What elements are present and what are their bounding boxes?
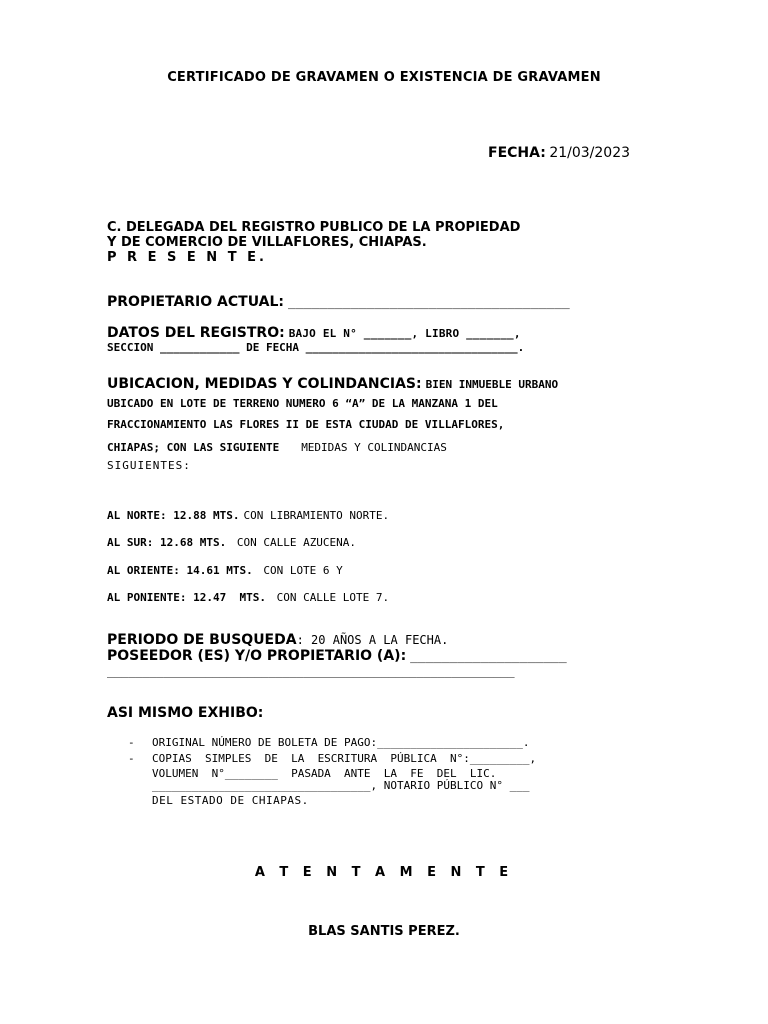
holder-label: POSEEDOR (ES) Y/O PROPIETARIO (A): bbox=[107, 648, 407, 664]
location-label: UBICACION, MEDIDAS Y COLINDANCIAS: bbox=[107, 376, 422, 392]
holder-blank: ____________________ bbox=[410, 649, 567, 664]
holder-blank-line-2: __________________________________________________________ bbox=[107, 664, 515, 678]
location-text-4a: CHIAPAS; CON LAS SIGUIENTE bbox=[107, 441, 280, 454]
date-line bbox=[488, 145, 630, 162]
location-line-3: FRACCIONAMIENTO LAS FLORES II DE ESTA CIUDAD DE VILLAFLORES, bbox=[107, 418, 505, 431]
document-title: CERTIFICADO DE GRAVAMEN O EXISTENCIA DE GRAVAMEN bbox=[167, 70, 601, 85]
date-value: 21/03/2023 bbox=[549, 145, 631, 161]
exhibit-item-1: ORIGINAL NÚMERO DE BOLETA DE PAGO:______________________. bbox=[152, 736, 530, 749]
current-owner-line bbox=[107, 293, 570, 311]
current-owner-label: PROPIETARIO ACTUAL: bbox=[107, 294, 284, 310]
measure-west-label: AL PONIENTE: 12.47 MTS. bbox=[107, 591, 266, 604]
measure-west bbox=[107, 588, 389, 606]
registry-data-line-2: SECCION ____________ DE FECHA ________________________________. bbox=[107, 341, 525, 354]
exhibit-item-2-line-3: _________________________________, NOTARIO PÚBLICO N° ___ bbox=[152, 779, 530, 792]
measure-north bbox=[107, 506, 389, 524]
search-period-value: : 20 AÑOS A LA FECHA. bbox=[296, 633, 449, 647]
search-period-label: PERIODO DE BUSQUEDA bbox=[107, 632, 297, 648]
addressee-line-1: C. DELEGADA DEL REGISTRO PUBLICO DE LA PROPIEDAD bbox=[107, 220, 521, 235]
signatory-name: BLAS SANTIS PEREZ. bbox=[308, 924, 460, 939]
exhibit-bullet-1: - bbox=[128, 736, 135, 749]
current-owner-blank: ____________________________________ bbox=[288, 295, 570, 310]
measure-east-text: CON LOTE 6 Y bbox=[256, 564, 343, 577]
measure-east bbox=[107, 561, 343, 579]
addressee-presente: P R E S E N T E. bbox=[107, 250, 267, 265]
measure-south bbox=[107, 533, 356, 551]
exhibit-item-2-line-1: COPIAS SIMPLES DE LA ESCRITURA PÚBLICA N°:_________, bbox=[152, 752, 537, 765]
measure-west-text: CON CALLE LOTE 7. bbox=[269, 591, 390, 604]
measure-north-text: CON LIBRAMIENTO NORTE. bbox=[243, 509, 390, 522]
location-line-2: UBICADO EN LOTE DE TERRENO NUMERO 6 “A” DE LA MANZANA 1 DEL bbox=[107, 397, 498, 410]
measure-north-label: AL NORTE: 12.88 MTS. bbox=[107, 509, 240, 522]
location-line-4 bbox=[107, 438, 447, 456]
measure-east-label: AL ORIENTE: 14.61 MTS. bbox=[107, 564, 253, 577]
measure-south-label: AL SUR: 12.68 MTS. bbox=[107, 536, 227, 549]
location-line-5: SIGUIENTES: bbox=[107, 459, 191, 472]
addressee-block bbox=[107, 220, 520, 265]
registry-data-line-1 bbox=[107, 324, 659, 342]
location-line-1 bbox=[107, 375, 558, 393]
exhibit-item-2-line-2: VOLUMEN N°________ PASADA ANTE LA FE DEL LIC. bbox=[152, 767, 497, 780]
exhibits-heading: ASI MISMO EXHIBO: bbox=[107, 705, 264, 721]
date-label: FECHA: bbox=[488, 145, 546, 161]
registry-data-label: DATOS DEL REGISTRO: bbox=[107, 325, 285, 341]
location-text-4b: MEDIDAS Y COLINDANCIAS bbox=[301, 441, 447, 454]
holder-line bbox=[107, 647, 567, 665]
exhibit-item-2-line-4: DEL ESTADO DE CHIAPAS. bbox=[152, 794, 309, 807]
location-text-1: BIEN INMUEBLE URBANO bbox=[425, 378, 559, 391]
closing-atentamente: A T E N T A M E N T E bbox=[254, 865, 514, 880]
registry-data-text-1: BAJO EL N° _______, LIBRO _______, bbox=[288, 327, 521, 340]
exhibit-bullet-2: - bbox=[128, 752, 135, 765]
addressee-line-2: Y DE COMERCIO DE VILLAFLORES, CHIAPAS. bbox=[107, 235, 427, 250]
measure-south-text: CON CALLE AZUCENA. bbox=[230, 536, 357, 549]
